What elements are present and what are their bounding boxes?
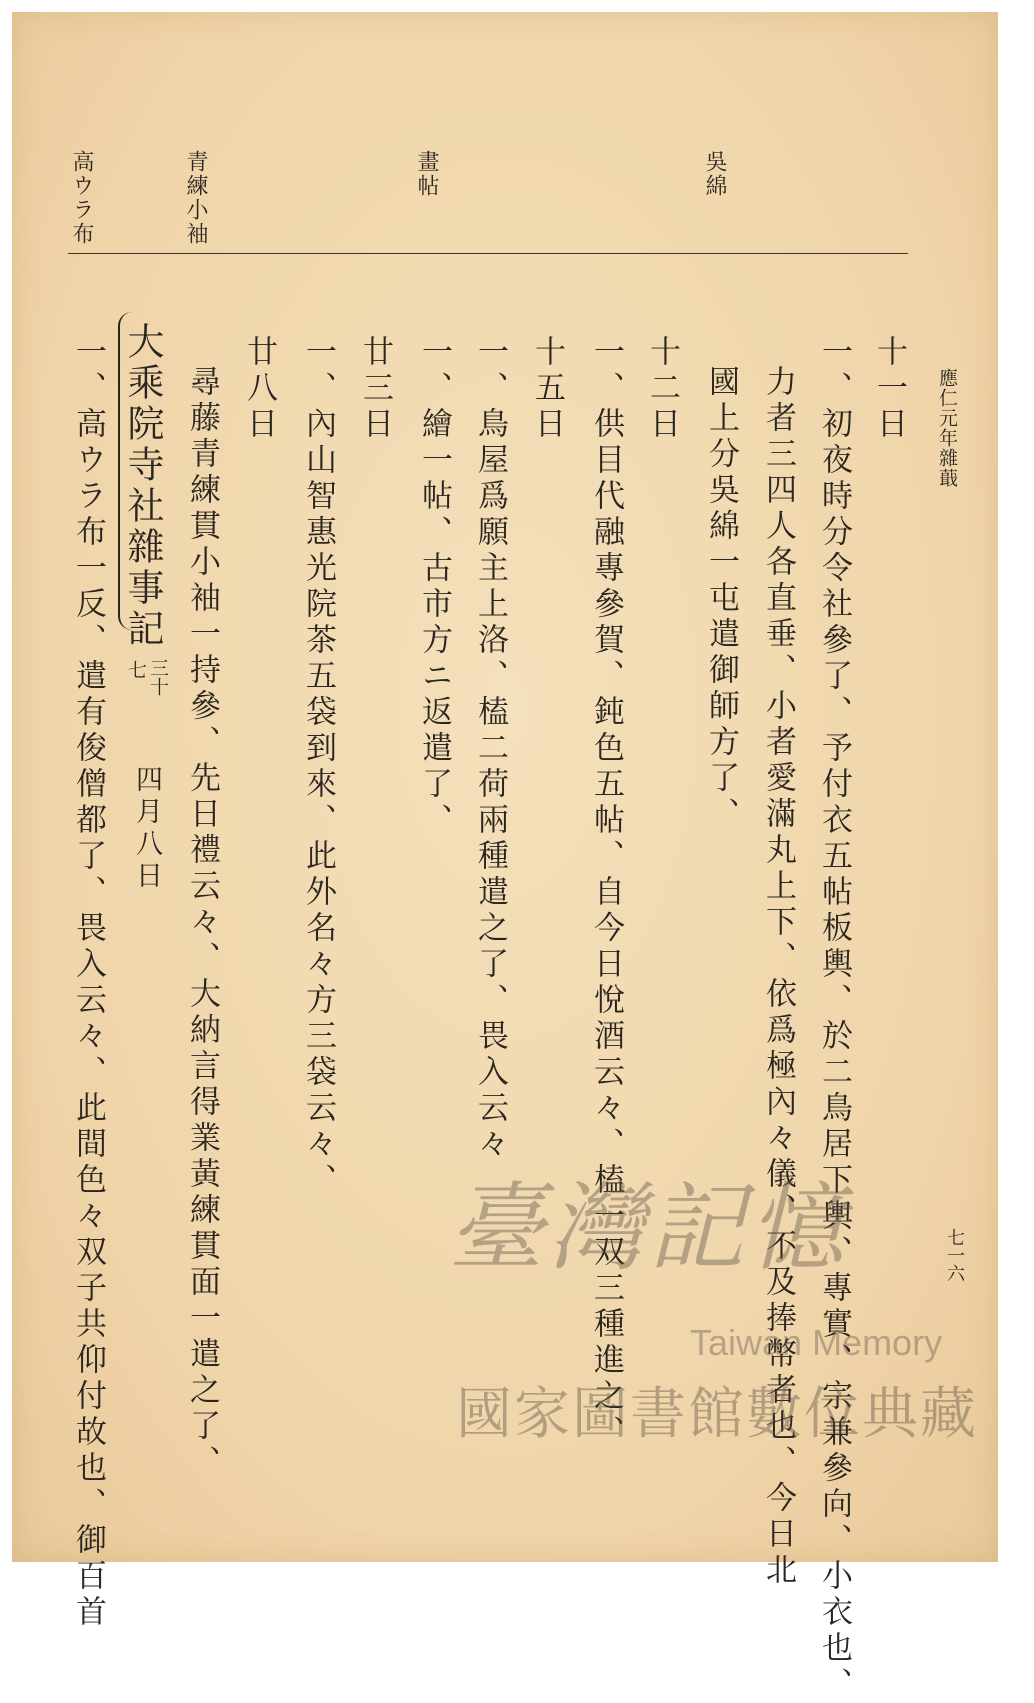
volume-label: 三十 [147,658,169,696]
watermark-logo: 臺灣記憶 [448,1172,848,1284]
divider-rule [68,253,908,254]
headnote: 高ウラ布 [69,150,94,246]
body-line: 一、初夜時分令社參了、予付衣五帖板輿、於二鳥居下輿、專實、宗兼參向、小衣也、 [816,335,852,1703]
body-line: 一、內山智惠光院茶五袋到來、此外名々方三袋云々、 [300,335,336,1199]
body-line: 一、繪一帖、古市方ニ返遣了、 [416,335,452,839]
body-line: 國上分吳綿一屯遣御師方了、 [703,365,739,833]
volume-sub-label: 七 [125,660,147,679]
body-line: 尋藤青練貫小袖一持參、先日禮云々、大納言得業黃練貫面一遣之了、 [184,365,220,1481]
body-line: 十五日 [529,335,565,443]
headnote: 畫帖 [414,150,439,198]
body-line: 一、供目代融專參賀、鈍色五帖、自今日悅酒云々、榼一双三種進之、 [588,335,624,1451]
headnote: 青練小袖 [183,150,208,246]
page-number: 七一六 [944,1228,965,1282]
body-line: 廿三日 [357,335,393,443]
book-title: 大乘院寺社雜事記 [121,322,164,650]
running-header-title: 應仁元年雜蕺 [936,368,958,488]
entry-date: 四月八日 [131,765,162,893]
body-line: 力者三四人各直垂、小者愛滿丸上下、依爲極內々儀、不及捧幣者也、今日北 [760,365,796,1589]
body-line: 一、鳥屋爲願主上洛、榼二荷兩種遣之了、畏入云々 [472,335,508,1163]
body-line: 廿八日 [241,335,277,443]
body-line: 十二日 [644,335,680,443]
watermark-english: Taiwan Memory [690,1322,943,1363]
body-line: 一、高ウラ布一反、遣有俊僧都了、畏入云々、此間色々双子共仰付故也、御百首 [70,335,106,1631]
watermark-library: 國家圖書館數位典藏 [456,1382,978,1447]
body-line: 十一日 [871,335,907,443]
headnote: 吳綿 [702,150,727,198]
